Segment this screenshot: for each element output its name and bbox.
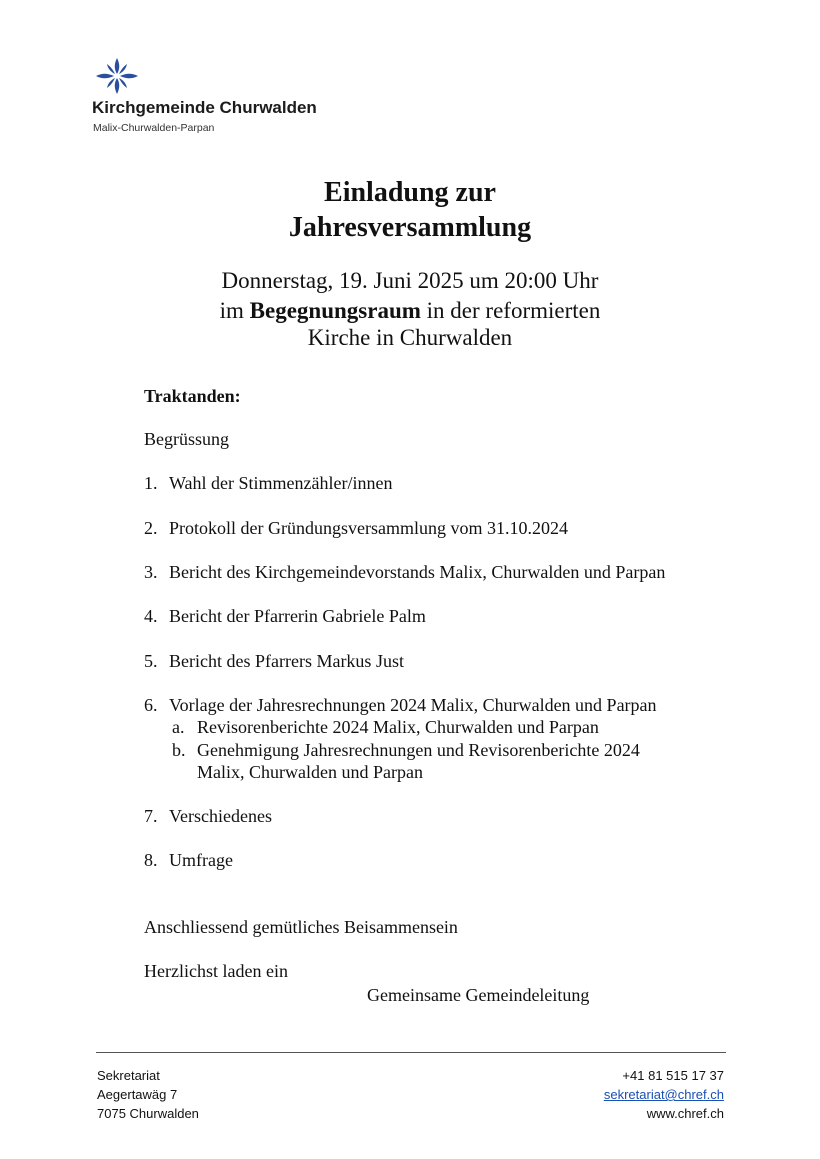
event-location-post: in der reformierten <box>420 298 601 323</box>
agenda-subitem-letter: b. <box>172 740 186 760</box>
invitation-line: Herzlichst laden ein <box>144 961 288 981</box>
agenda-item-text: Bericht des Pfarrers Markus Just <box>169 651 404 671</box>
footer-street: Aegertawäg 7 <box>97 1087 178 1102</box>
footer-office: Sekretariat <box>97 1068 160 1083</box>
event-room: Begegnungsraum <box>249 298 421 323</box>
agenda-item-text: Verschiedenes <box>169 806 272 826</box>
agenda-item-text: Vorlage der Jahresrechnungen 2024 Malix, Churwalden und Parpan <box>169 695 657 715</box>
closing-line: Anschliessend gemütliches Beisammensein <box>144 917 458 937</box>
agenda-subitem-text: Revisorenberichte 2024 Malix, Churwalden und Parpan <box>197 717 599 737</box>
agenda-item-text: Protokoll der Gründungsversammlung vom 31.10.2024 <box>169 518 568 538</box>
event-church: Kirche in Churwalden <box>307 325 513 350</box>
footer-email-container <box>604 1085 724 1104</box>
agenda-item-text: Wahl der Stimmenzähler/innen <box>169 473 393 493</box>
agenda-item-number: 7. <box>144 806 158 826</box>
agenda-item-number: 4. <box>144 606 158 626</box>
agenda-item-number: 3. <box>144 562 158 582</box>
event-location-pre: im <box>219 298 250 323</box>
agenda-item-number: 8. <box>144 850 158 870</box>
footer-phone: +41 81 515 17 37 <box>622 1068 724 1083</box>
event-date: Donnerstag, 19. Juni 2025 um 20:00 Uhr <box>221 268 599 293</box>
footer-divider <box>96 1052 726 1053</box>
signature: Gemeinsame Gemeindeleitung <box>367 985 590 1005</box>
organization-name: Kirchgemeinde Churwalden <box>92 98 317 117</box>
agenda-subitem-text: Genehmigung Jahresrechnungen und Revisorenberichte 2024 <box>197 740 640 760</box>
agenda-item-number: 1. <box>144 473 158 493</box>
footer-email-link[interactable]: sekretariat@chref.ch <box>603 1087 724 1102</box>
agenda-item-number: 6. <box>144 695 158 715</box>
agenda-subitem-text-continued: Malix, Churwalden und Parpan <box>197 762 423 782</box>
event-location <box>0 296 820 326</box>
organization-subtitle: Malix-Churwalden-Parpan <box>93 122 215 134</box>
agenda-subitem-letter: a. <box>172 717 185 737</box>
agenda-item-number: 5. <box>144 651 158 671</box>
footer-website: www.chref.ch <box>646 1106 724 1121</box>
agenda-item-text: Bericht des Kirchgemeindevorstands Malix, Churwalden und Parpan <box>169 562 666 582</box>
agenda-heading: Traktanden: <box>144 386 241 406</box>
agenda-greeting: Begrüssung <box>144 429 229 449</box>
document-title-line-1: Einladung zur <box>324 177 496 208</box>
document-title-line-2: Jahresversammlung <box>288 212 532 243</box>
cross-star-logo-icon <box>94 56 140 96</box>
agenda-item-number: 2. <box>144 518 158 538</box>
agenda-item-text: Bericht der Pfarrerin Gabriele Palm <box>169 606 426 626</box>
footer-city: 7075 Churwalden <box>97 1106 199 1121</box>
agenda-item-text: Umfrage <box>169 850 233 870</box>
